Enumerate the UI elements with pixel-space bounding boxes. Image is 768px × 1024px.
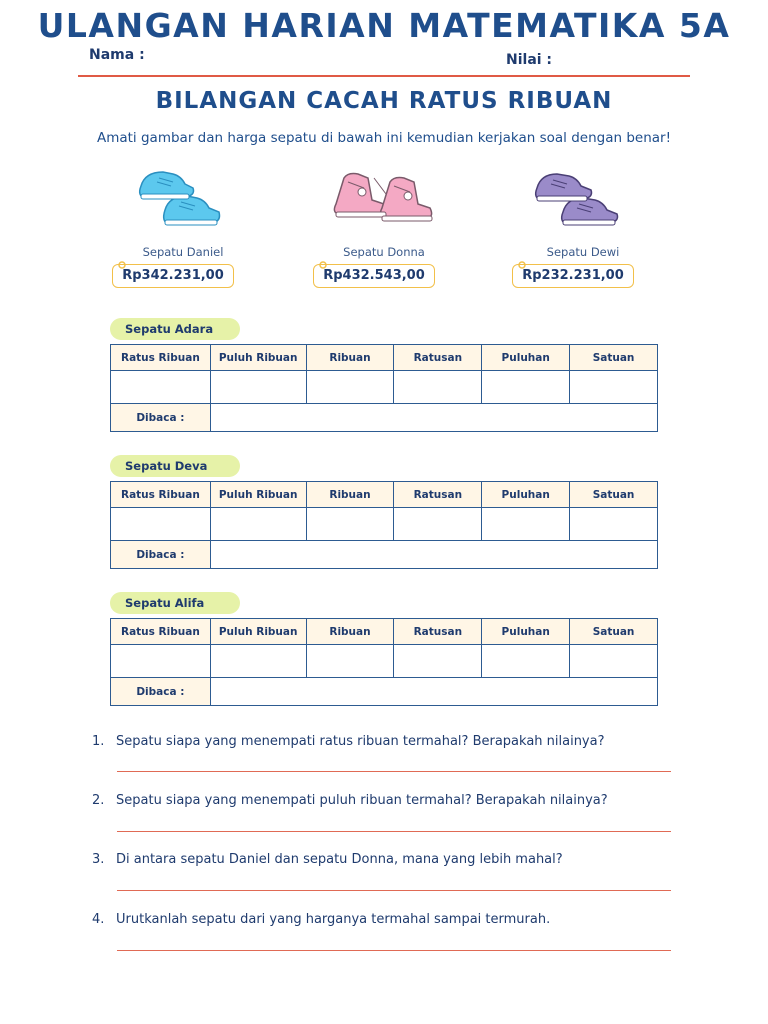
answer-cell[interactable] (111, 371, 211, 404)
question-text: Sepatu siapa yang menempati ratus ribuan termahal? Berapakah nilainya? (116, 734, 605, 749)
column-header: Puluhan (482, 482, 570, 508)
section-label: Sepatu Alifa (110, 592, 240, 614)
answer-line[interactable] (117, 831, 671, 832)
price-value: Rp342.231,00 (122, 268, 224, 283)
answer-cell[interactable] (111, 508, 211, 541)
dibaca-answer-cell[interactable] (210, 541, 657, 569)
dibaca-label: Dibaca : (111, 541, 211, 569)
column-header: Ratus Ribuan (111, 619, 211, 645)
price-tag (112, 264, 234, 288)
place-value-table (110, 481, 658, 569)
column-header: Satuan (570, 619, 658, 645)
column-header: Ratusan (394, 619, 482, 645)
column-header: Ribuan (306, 482, 394, 508)
dibaca-answer-cell[interactable] (210, 678, 657, 706)
answer-cell[interactable] (306, 645, 394, 678)
question-item (92, 734, 692, 749)
answer-cell[interactable] (210, 371, 306, 404)
answer-cell[interactable] (394, 645, 482, 678)
answer-cell[interactable] (570, 508, 658, 541)
answer-cell[interactable] (210, 508, 306, 541)
column-header: Ratusan (394, 345, 482, 371)
column-header: Ratusan (394, 482, 482, 508)
worksheet-title: ULANGAN HARIAN MATEMATIKA 5A (37, 6, 731, 45)
tag-string-icon (517, 260, 527, 270)
answer-cell[interactable] (570, 371, 658, 404)
price-value: Rp232.231,00 (522, 268, 624, 283)
column-header: Puluhan (482, 345, 570, 371)
shoe-name: Sepatu Daniel (142, 245, 224, 259)
column-header: Ratus Ribuan (111, 482, 211, 508)
shoe-name: Sepatu Dewi (546, 245, 620, 259)
price-tag (313, 264, 435, 288)
answer-line[interactable] (117, 890, 671, 891)
blue-sneakers-icon (123, 164, 243, 240)
answer-cell[interactable] (306, 508, 394, 541)
pink-sneakers-icon (324, 164, 444, 240)
answer-cell[interactable] (210, 645, 306, 678)
column-header: Puluh Ribuan (210, 482, 306, 508)
column-header: Ratus Ribuan (111, 345, 211, 371)
answer-cell[interactable] (306, 371, 394, 404)
column-header: Puluh Ribuan (210, 619, 306, 645)
question-item (92, 793, 692, 808)
question-number: 3. (92, 852, 105, 867)
column-header: Puluhan (482, 619, 570, 645)
question-number: 4. (92, 912, 105, 927)
shoe-name: Sepatu Donna (343, 245, 425, 259)
price-tag (512, 264, 634, 288)
question-item (92, 912, 692, 927)
answer-line[interactable] (117, 771, 671, 772)
question-text: Di antara sepatu Daniel dan sepatu Donna, mana yang lebih mahal? (116, 852, 563, 867)
dibaca-label: Dibaca : (111, 678, 211, 706)
answer-cell[interactable] (570, 645, 658, 678)
instruction-text: Amati gambar dan harga sepatu di bawah ini kemudian kerjakan soal dengan benar! (96, 130, 672, 146)
answer-line[interactable] (117, 950, 671, 951)
column-header: Ribuan (306, 345, 394, 371)
question-text: Urutkanlah sepatu dari yang harganya termahal sampai termurah. (116, 912, 551, 927)
question-text: Sepatu siapa yang menempati puluh ribuan termahal? Berapakah nilainya? (116, 793, 608, 808)
dibaca-label: Dibaca : (111, 404, 211, 432)
tag-string-icon (117, 260, 127, 270)
name-label: Nama : (89, 47, 145, 63)
question-number: 1. (92, 734, 105, 749)
answer-cell[interactable] (394, 508, 482, 541)
purple-sneakers-icon (523, 164, 643, 240)
answer-cell[interactable] (482, 645, 570, 678)
answer-cell[interactable] (111, 645, 211, 678)
column-header: Satuan (570, 345, 658, 371)
price-value: Rp432.543,00 (323, 268, 425, 283)
section-label: Sepatu Deva (110, 455, 240, 477)
question-number: 2. (92, 793, 105, 808)
question-item (92, 852, 692, 867)
header-divider (78, 75, 690, 77)
answer-cell[interactable] (394, 371, 482, 404)
score-label: Nilai : (506, 52, 553, 68)
dibaca-answer-cell[interactable] (210, 404, 657, 432)
column-header: Satuan (570, 482, 658, 508)
answer-cell[interactable] (482, 508, 570, 541)
tag-string-icon (318, 260, 328, 270)
place-value-table (110, 618, 658, 706)
section-label: Sepatu Adara (110, 318, 240, 340)
answer-cell[interactable] (482, 371, 570, 404)
column-header: Ribuan (306, 619, 394, 645)
place-value-table (110, 344, 658, 432)
column-header: Puluh Ribuan (210, 345, 306, 371)
topic-subtitle: BILANGAN CACAH RATUS RIBUAN (155, 88, 613, 114)
